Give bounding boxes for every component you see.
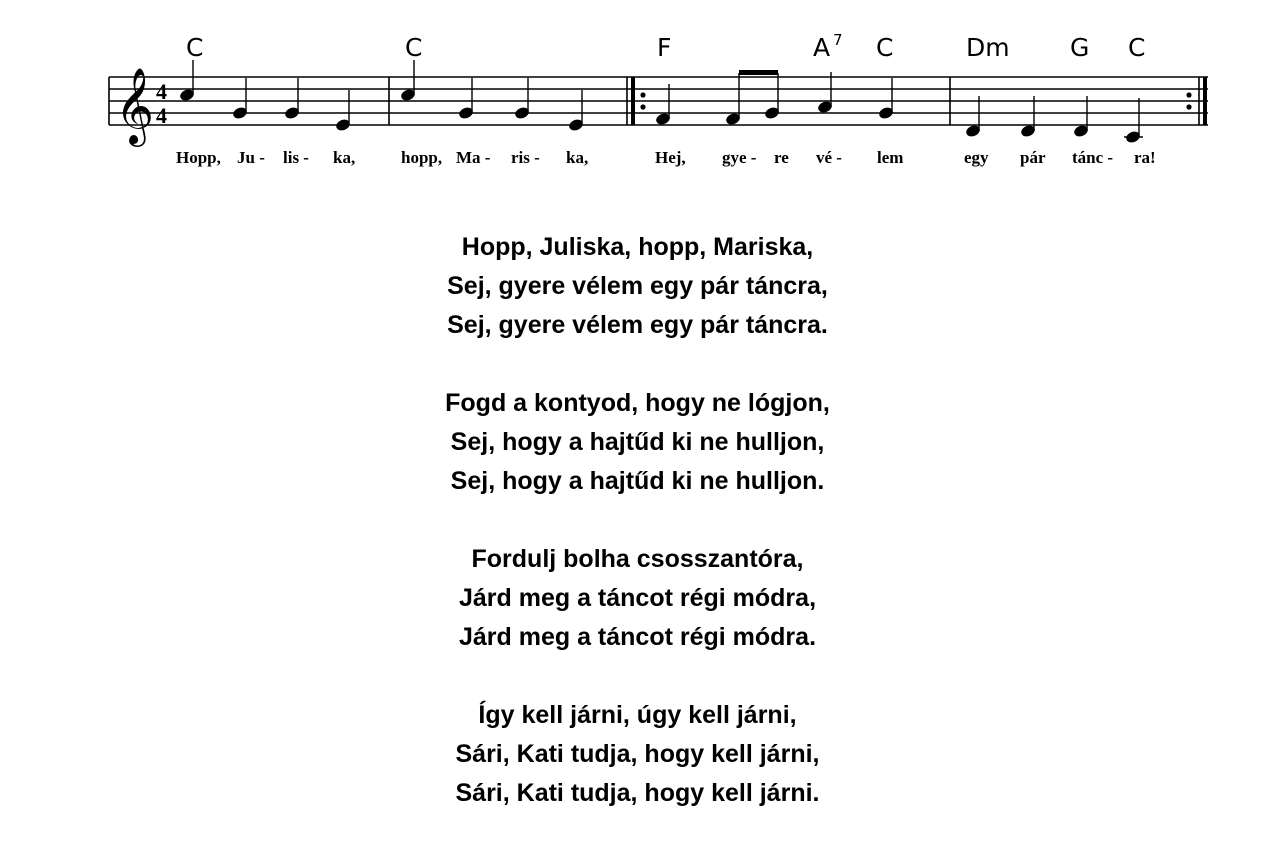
syllable: ka,: [333, 148, 356, 167]
lyric-line: Járd meg a táncot régi módra,: [458, 584, 817, 612]
note: [568, 90, 583, 132]
lyric-line: Sej, gyere vélem egy pár táncra.: [447, 311, 828, 339]
lyric-line: Sári, Kati tudja, hogy kell járni,: [455, 740, 820, 768]
syllable: tánc -: [1072, 148, 1114, 167]
note: [335, 90, 350, 132]
syllable: Ju -: [237, 148, 265, 167]
chord-superscript: 7: [833, 31, 843, 49]
lyric-line: Fogd a kontyod, hogy ne lógjon,: [445, 389, 830, 417]
lyric-line: Sári, Kati tudja, hogy kell járni.: [455, 779, 820, 807]
chord-symbol: C: [1128, 33, 1146, 62]
lyric-line: Így kell járni, úgy kell járni,: [478, 701, 797, 729]
sheet-music: [0, 0, 1275, 200]
syllable: ra!: [1134, 148, 1156, 167]
note: [725, 73, 740, 126]
stanza-3: [0, 540, 1275, 657]
song-lyrics: [0, 228, 1275, 852]
chord-symbols: [186, 31, 1145, 62]
note: [878, 78, 893, 120]
chord-symbol: F: [657, 33, 672, 62]
lyric-line: Fordulj bolha csosszantóra,: [471, 545, 804, 573]
lyric-line: Sej, hogy a hajtűd ki ne hulljon,: [450, 428, 825, 456]
time-signature-top: 4: [156, 79, 167, 104]
chord-symbol: C: [405, 33, 423, 62]
note: [232, 78, 247, 120]
note: [284, 78, 299, 120]
lyric-line: Sej, gyere vélem egy pár táncra,: [447, 272, 828, 300]
note: [1124, 98, 1143, 144]
chord-symbol: A: [813, 33, 831, 62]
syllable: Ma -: [456, 148, 491, 167]
chord-symbol: G: [1070, 33, 1090, 62]
stanza-2: [0, 384, 1275, 501]
syllable: vé -: [816, 148, 842, 167]
syllable: egy: [964, 148, 989, 167]
eighth-beam: [739, 70, 778, 75]
syllable: gye -: [722, 148, 757, 167]
lyric-line: Hopp, Juliska, hopp, Mariska,: [461, 233, 814, 261]
note: [965, 96, 980, 138]
note: [1020, 96, 1035, 138]
note: [764, 73, 779, 120]
chord-symbol: C: [876, 33, 894, 62]
note: [817, 72, 832, 114]
note: [400, 60, 415, 102]
treble-clef-icon: 𝄞: [115, 67, 155, 144]
syllable: hopp,: [401, 148, 443, 167]
note: [1073, 96, 1088, 138]
notes: [179, 60, 1143, 144]
syllable: Hopp,: [176, 148, 221, 167]
lyric-line: Sej, hogy a hajtűd ki ne hulljon.: [450, 467, 825, 495]
note: [458, 78, 473, 120]
chord-symbol: Dm: [966, 33, 1010, 62]
syllable: Hej,: [655, 148, 686, 167]
syllable: ka,: [566, 148, 589, 167]
time-signature-bottom: 4: [156, 103, 167, 128]
note: [514, 78, 529, 120]
syllable: re: [774, 148, 789, 167]
stanza-1: [0, 228, 1275, 345]
syllable: lis -: [283, 148, 309, 167]
syllable: ris -: [511, 148, 540, 167]
lyric-syllables: [176, 148, 1156, 167]
syllable: pár: [1020, 148, 1046, 167]
note: [179, 60, 194, 102]
lyric-line: Járd meg a táncot régi módra.: [458, 623, 817, 651]
stanza-4: [0, 696, 1275, 813]
note: [655, 84, 670, 126]
syllable: lem: [877, 148, 904, 167]
chord-symbol: C: [186, 33, 204, 62]
